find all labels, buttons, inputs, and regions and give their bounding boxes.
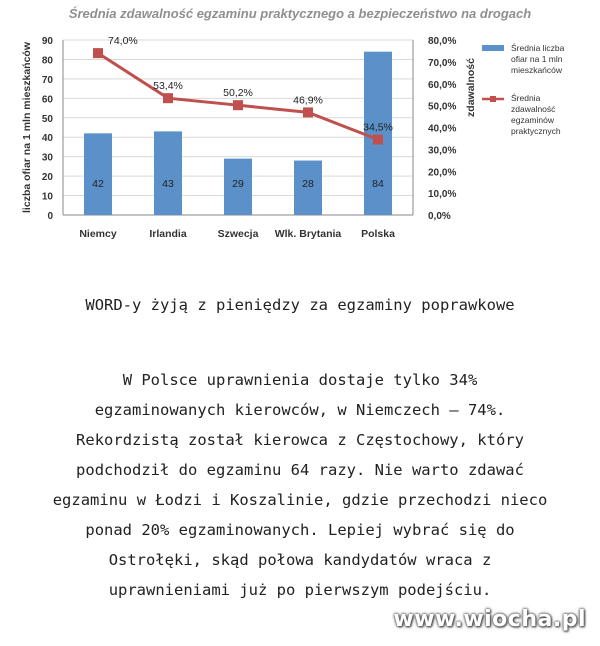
body-line: Rekordzistą został kierowca z Częstochowy, który [76, 431, 524, 449]
line-point [303, 107, 313, 117]
y2-axis-label: zdawalność [465, 58, 477, 117]
legend-label-line: praktycznych [511, 126, 561, 136]
watermark: www.wiocha.pl [393, 607, 586, 632]
headline: WORD-y żyją z pieniędzy za egzaminy poprawkowe [85, 296, 515, 314]
y-tick-label: 50 [41, 113, 53, 125]
x-tick-label: Irlandia [149, 228, 187, 240]
y-tick-label: 10 [41, 191, 53, 203]
legend-swatch-bars [482, 45, 504, 51]
chart-canvas [0, 0, 600, 250]
body-line: egzaminowanych kierowców, w Niemczech – 74%. [94, 401, 506, 419]
y-tick-label: 30 [41, 152, 53, 164]
line-point [93, 48, 103, 58]
y2-tick-label: 20,0% [428, 167, 457, 179]
x-tick-label: Niemcy [79, 228, 117, 240]
legend-label-line: Średnia [511, 93, 541, 103]
body-line: podchodził do egzaminu 64 razy. Nie warto zdawać [76, 461, 524, 479]
y-tick-label: 60 [41, 94, 53, 106]
y-tick-label: 80 [41, 55, 53, 67]
article-body [14, 365, 586, 605]
y2-tick-label: 0,0% [428, 211, 451, 222]
legend-label-bars: ofiar na 1 mln [511, 54, 563, 64]
x-tick-label: Polska [361, 228, 395, 240]
bar-data-label: 28 [302, 178, 314, 190]
bar-data-label: 29 [232, 178, 244, 190]
legend-label-bars: Średnia liczba [511, 43, 565, 53]
bar [154, 131, 182, 215]
y2-tick-label: 40,0% [428, 123, 457, 135]
y2-tick-label: 10,0% [428, 189, 457, 201]
body-line: W Polsce uprawnienia dostaje tylko 34% [122, 371, 478, 389]
legend-label-line: zdawalność [511, 104, 556, 114]
y2-tick-label: 30,0% [428, 145, 457, 157]
y2-tick-label: 60,0% [428, 79, 457, 91]
y-tick-label: 90 [41, 36, 53, 47]
line-point [163, 93, 173, 103]
line-point [373, 135, 383, 145]
line-data-label: 74,0% [108, 35, 138, 48]
line-data-label: 34,5% [363, 121, 393, 134]
x-tick-label: Wlk. Brytania [274, 228, 342, 240]
line-data-label: 46,9% [293, 94, 323, 107]
x-tick-label: Szwecja [217, 228, 259, 240]
y-axis-label: liczba ofiar na 1 mln mieszkańców [21, 42, 33, 213]
y2-tick-label: 50,0% [428, 101, 457, 113]
chart-title: Średnia zdawalność egzaminu praktycznego a bezpieczeństwo na drogach [68, 6, 532, 21]
bar-data-label: 84 [372, 178, 384, 190]
y-tick-label: 0 [47, 211, 53, 222]
bar-data-label: 42 [92, 178, 104, 190]
body-line: egzaminu w Łodzi i Koszalinie, gdzie przechodzi nieco [52, 491, 548, 509]
y2-tick-label: 80,0% [428, 36, 457, 47]
legend-swatch-line-marker [490, 96, 496, 102]
line-data-label: 50,2% [223, 87, 253, 100]
body-line: ponad 20% egzaminowanych. Lepiej wybrać się do [85, 521, 515, 539]
y-tick-label: 40 [41, 133, 53, 145]
y2-tick-label: 70,0% [428, 57, 457, 69]
line-data-label: 53,4% [153, 80, 183, 93]
y-tick-label: 70 [41, 74, 53, 86]
bar [84, 133, 112, 215]
line-point [233, 100, 243, 110]
bar-data-label: 43 [162, 178, 174, 190]
legend-label-bars: mieszkańców [511, 65, 563, 75]
legend-label-line: egzaminów [511, 115, 554, 125]
y-tick-label: 20 [41, 172, 53, 184]
chart [0, 0, 600, 250]
body-line: uprawnieniami już po pierwszym podejściu. [108, 581, 492, 599]
body-line: Ostrołęki, skąd połowa kandydatów wraca z [108, 551, 492, 569]
